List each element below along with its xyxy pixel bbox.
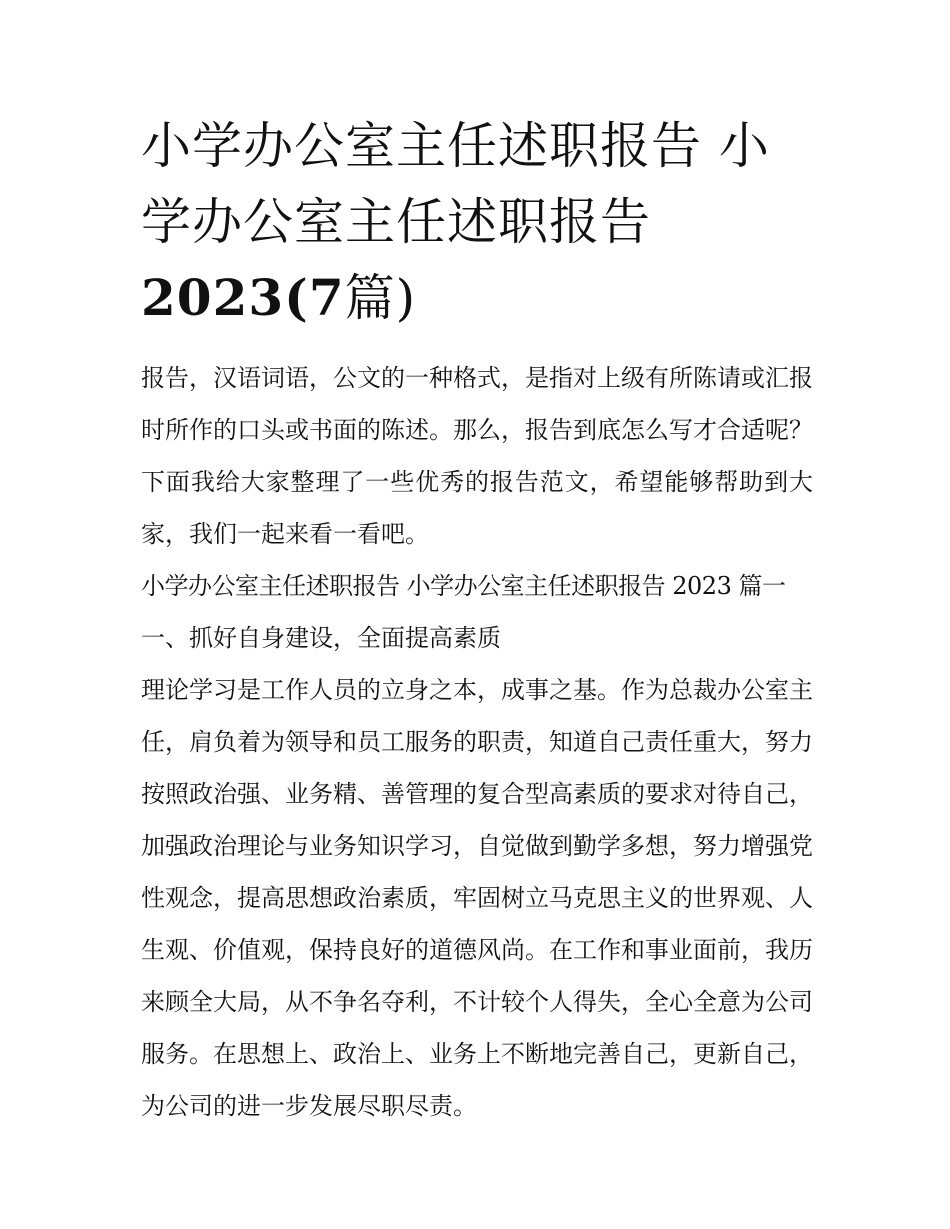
title-count: 篇) bbox=[344, 269, 417, 327]
body-paragraph: 理论学习是工作人员的立身之本，成事之基。作为总裁办公室主任，肩负着为领导和员工服务的职责，知道自己责任重大，努力按照政治强、业务精、善管理的复合型高素质的要求对待自己，加强政治理论与业务知识学习，自觉做到勤学多想，努力增强党性观念，提高思想政治素质，牢固树立马克思主义的世界观、人生观、价值观，保持良好的道德风尚。在工作和事业面前，我历来顾全大局，从不争名夺利，不计较个人得失，全心全意为公司服务。在思想上、政治上、业务上不断地完善自己，更新自己，为公司的进一步发展尽职尽责。 bbox=[141, 676, 813, 1120]
title-year: 2023(7 bbox=[141, 268, 345, 327]
subheading: 一、抓好自身建设，全面提高素质 bbox=[141, 624, 501, 652]
document-page bbox=[141, 108, 813, 1132]
document-body bbox=[141, 352, 813, 1132]
section-heading: 小学办公室主任述职报告 小学办公室主任述职报告 2023 篇一 bbox=[141, 572, 786, 600]
intro-paragraph: 报告，汉语词语，公文的一种格式，是指对上级有所陈请或汇报时所作的口头或书面的陈述。那么，报告到底怎么写才合适呢？下面我给大家整理了一些优秀的报告范文，希望能够帮助到大家，我们一起来看一看吧。 bbox=[141, 364, 813, 548]
document-title bbox=[141, 108, 813, 336]
title-text: 小学办公室主任述职报告 小学办公室主任述职报告 bbox=[141, 117, 770, 251]
